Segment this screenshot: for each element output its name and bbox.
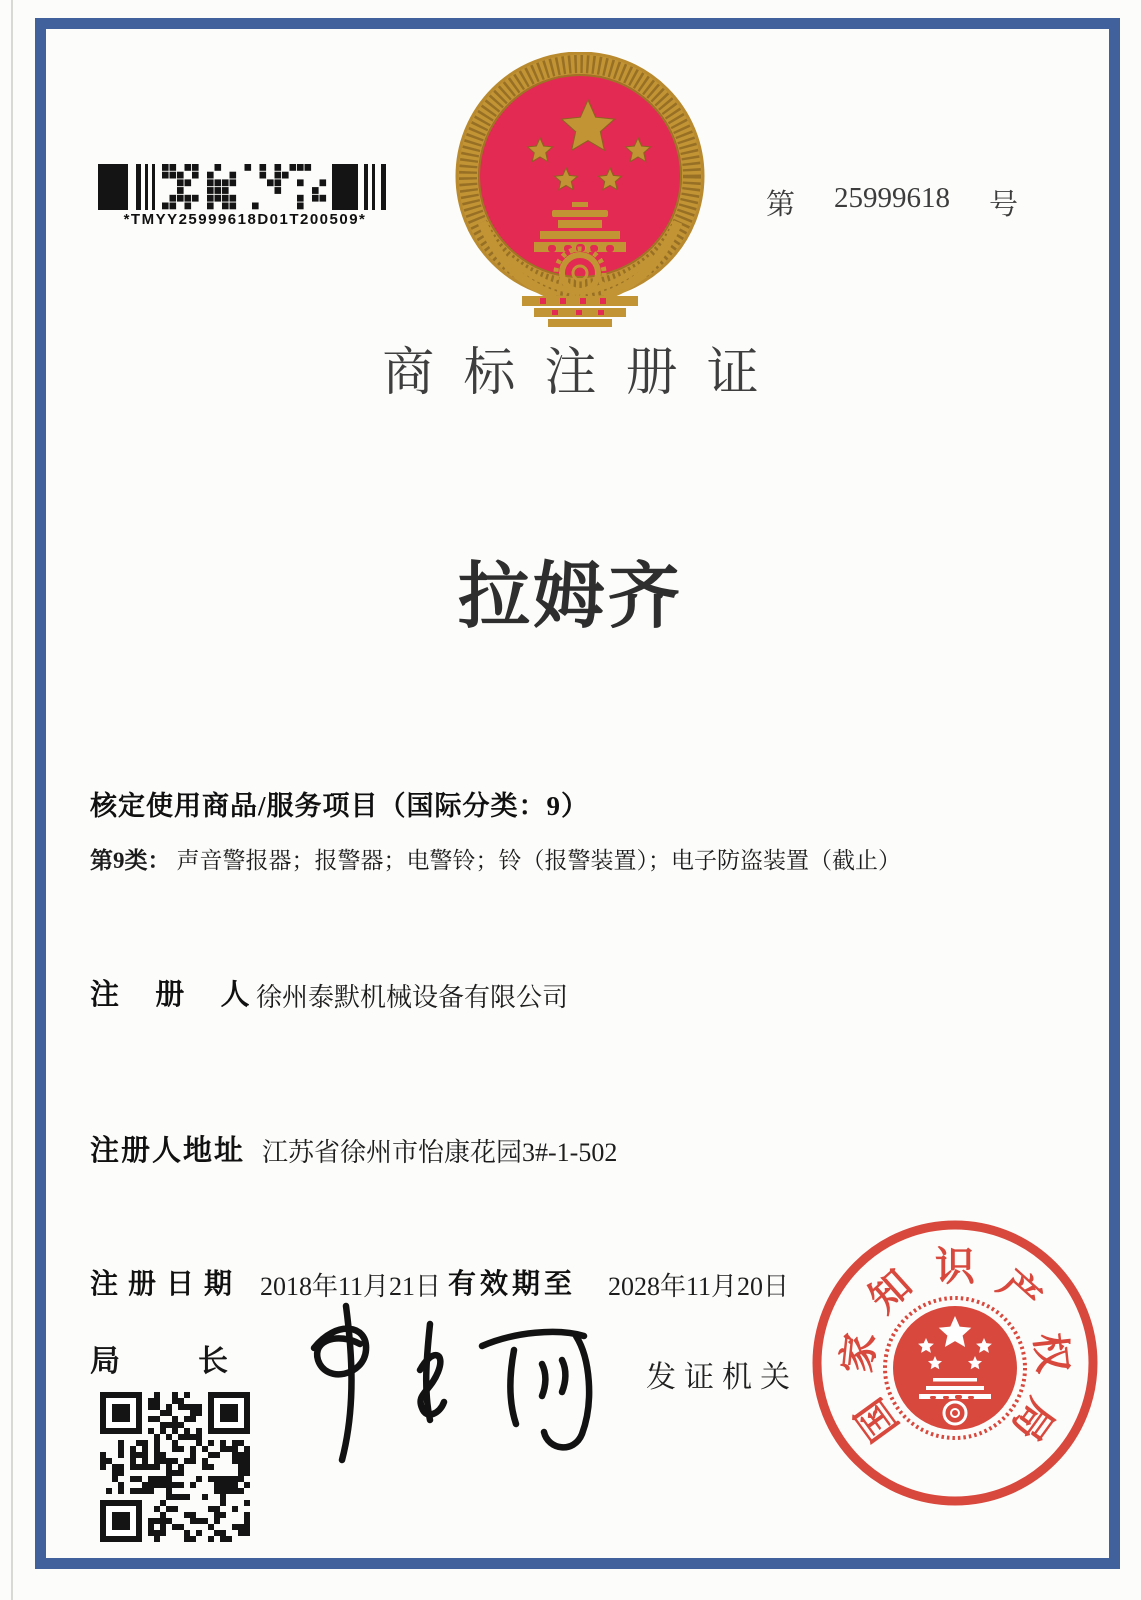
certificate-number-row bbox=[766, 182, 1018, 223]
goods-items: 声音警报器；报警器；电警铃；铃（报警装置）；电子防盗装置（截止） bbox=[176, 848, 901, 873]
valid-until-label: 有效期至 bbox=[448, 1269, 577, 1300]
svg-text:国: 国 bbox=[846, 1390, 907, 1450]
signature-icon bbox=[262, 1290, 640, 1468]
national-emblem bbox=[448, 52, 712, 332]
svg-text:识: 识 bbox=[935, 1244, 975, 1289]
director-signature bbox=[262, 1290, 640, 1468]
goods-heading: 核定使用商品/服务项目（国际分类：9） bbox=[90, 791, 590, 821]
svg-text:产: 产 bbox=[989, 1261, 1050, 1322]
seal-icon bbox=[802, 1210, 1108, 1516]
national-emblem-icon bbox=[448, 52, 712, 332]
barcode-text: *TMYY25999618D01T200509* bbox=[123, 211, 367, 228]
goods-class-label: 第9类： bbox=[90, 848, 171, 873]
svg-text:知: 知 bbox=[860, 1261, 921, 1322]
registrant-label: 注册人 bbox=[90, 979, 286, 1011]
svg-text:权: 权 bbox=[1026, 1330, 1076, 1376]
registrant-address-label: 注册人地址 bbox=[90, 1135, 246, 1167]
document-title: 商标注册证 bbox=[382, 345, 788, 402]
certificate-number: 25999618 bbox=[834, 182, 950, 214]
registrant-name: 徐州泰默机械设备有限公司 bbox=[256, 983, 569, 1012]
qr-code-icon bbox=[100, 1392, 250, 1542]
qr-code bbox=[100, 1392, 250, 1542]
barcode-block bbox=[98, 164, 392, 228]
svg-text:局: 局 bbox=[1003, 1390, 1064, 1450]
seal-center-emblem bbox=[885, 1298, 1025, 1438]
valid-until-date: 2028年11月20日 bbox=[608, 1272, 790, 1301]
registrant-address: 江苏省徐州市怡康花园3#-1-502 bbox=[262, 1138, 618, 1167]
certificate-number-suffix: 号 bbox=[988, 189, 1018, 221]
issuer-label: 发证机关 bbox=[646, 1361, 798, 1394]
registration-date-label: 注册日期 bbox=[90, 1269, 243, 1300]
official-seal bbox=[802, 1210, 1108, 1516]
scan-artifact-line bbox=[11, 0, 13, 1600]
director-label: 局长 bbox=[90, 1345, 306, 1378]
certificate-number-prefix: 第 bbox=[766, 189, 796, 221]
goods-line bbox=[90, 842, 901, 875]
trademark-name: 拉姆齐 bbox=[457, 554, 683, 638]
barcode-icon bbox=[98, 164, 392, 210]
svg-text:家: 家 bbox=[834, 1330, 884, 1376]
registration-date: 2018年11月21日 bbox=[260, 1272, 442, 1301]
